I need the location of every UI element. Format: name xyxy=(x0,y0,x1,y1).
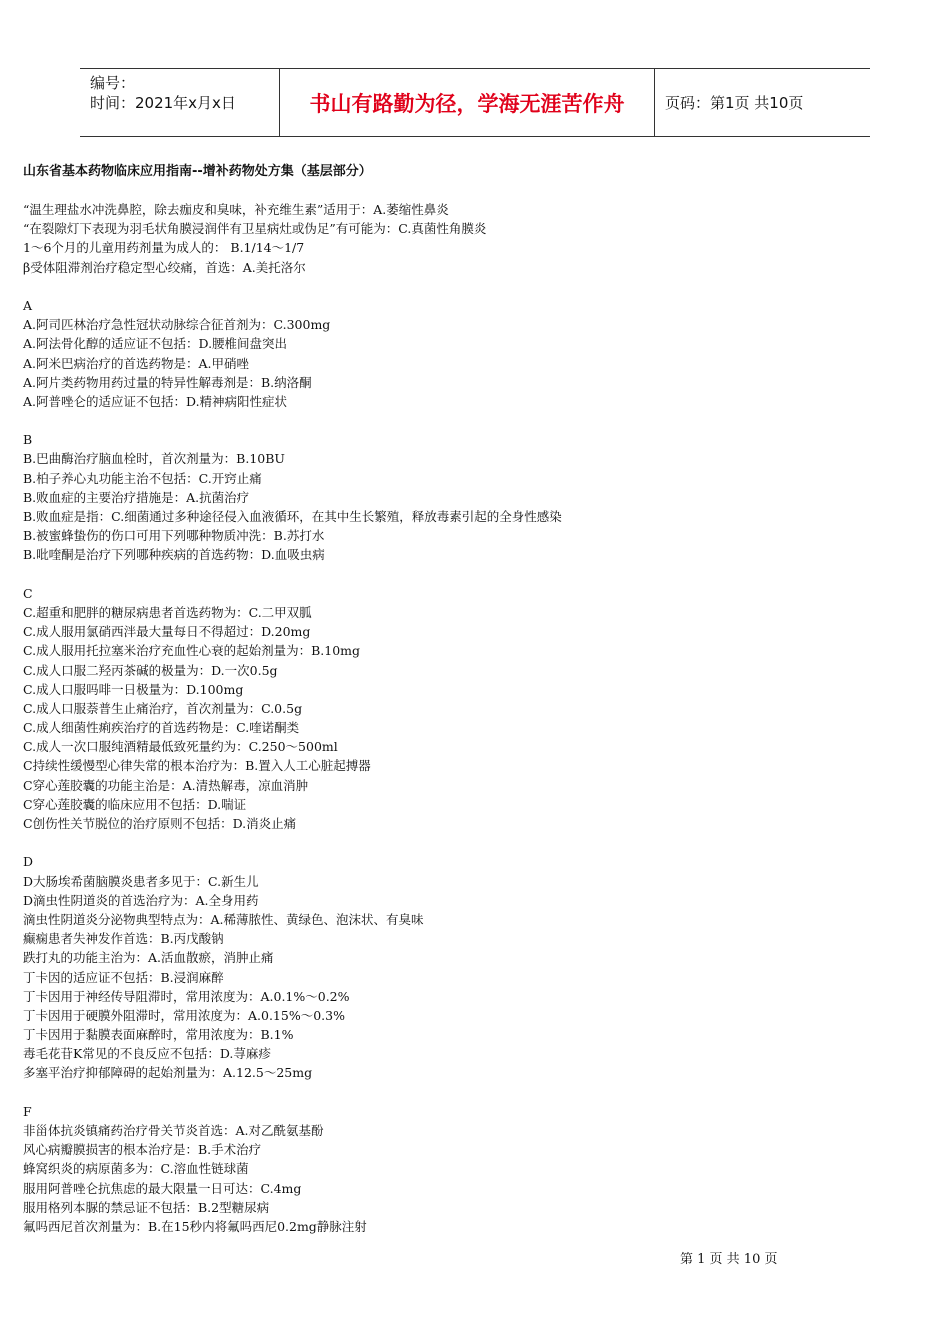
text-line: C穿心莲胶囊的功能主治是：A.清热解毒，凉血消肿 xyxy=(23,777,309,793)
text-line: B.败血症是指：C.细菌通过多种途径侵入血液循环，在其中生长繁殖，释放毒素引起的全身性感染 xyxy=(23,509,562,524)
text-line: B.败血症的主要治疗措施是：A.抗菌治疗 xyxy=(23,489,250,505)
text-line: C.成人口服吗啡一日极量为：D.100mg xyxy=(23,681,244,697)
text-line: A.阿片类药物用药过量的特异性解毒剂是：B.纳洛酮 xyxy=(23,374,312,390)
text-line: 1～6个月的儿童用药剂量为成人的： B.1/14～1/7 xyxy=(23,240,305,256)
text-line: 服用阿普唑仑抗焦虑的最大限量一日可达：C.4mg xyxy=(23,1180,302,1196)
text-line: C.成人一次口服纯酒精最低致死量约为：C.250～500ml xyxy=(23,739,338,755)
text-line: β受体阻滞剂治疗稳定型心绞痛，首选：A.美托洛尔 xyxy=(23,259,306,275)
text-line: C持续性缓慢型心律失常的根本治疗为：B.置入人工心脏起搏器 xyxy=(23,758,371,774)
text-line: 风心病瓣膜损害的根本治疗是：B.手术治疗 xyxy=(23,1142,262,1158)
text-line: A.阿米巴病治疗的首选药物是：A.甲硝唑 xyxy=(23,355,250,371)
text-line: C.成人细菌性痢疾治疗的首选药物是：C.喹诺酮类 xyxy=(23,720,300,736)
section-letter: D xyxy=(23,854,34,870)
text-line: “温生理盐水冲洗鼻腔，除去痂皮和臭味，补充维生素”适用于：A.萎缩性鼻炎 xyxy=(23,202,449,217)
text-line: C.成人服用托拉塞米治疗充血性心衰的起始剂量为：B.10mg xyxy=(23,643,361,659)
page-header xyxy=(80,68,870,137)
text-line: “在裂隙灯下表现为羽毛状角膜浸润伴有卫星病灶或伪足”有可能为：C.真菌性角膜炎 xyxy=(23,221,487,237)
text-line: C.成人口服萘普生止痛治疗，首次剂量为：C.0.5g xyxy=(23,700,303,716)
text-line: 毒毛花苷K常见的不良反应不包括：D.荨麻疹 xyxy=(23,1046,271,1062)
blank-line xyxy=(23,277,903,296)
text-line: B.被蜜蜂蛰伤的伤口可用下列哪种物质冲洗：B.苏打水 xyxy=(23,528,325,544)
text-line: 氟吗西尼首次剂量为：B.在15秒内将氟吗西尼0.2mg静脉注射 xyxy=(23,1218,367,1234)
header-page-info: 页码：第1页 共10页 xyxy=(665,94,804,112)
code-label: 编号： xyxy=(90,74,136,92)
section-letter: C xyxy=(23,585,33,601)
header-motto: 书山有路勤为径，学海无涯苦作舟 xyxy=(280,69,655,136)
text-line: 蜂窝织炎的病原菌多为：C.溶血性链球菌 xyxy=(23,1161,249,1177)
text-line: 多塞平治疗抑郁障碍的起始剂量为：A.12.5～25mg xyxy=(23,1065,313,1081)
text-line: 服用格列本脲的禁忌证不包括：B.2型糖尿病 xyxy=(23,1199,270,1215)
document-title: 山东省基本药物临床应用指南--增补药物处方集（基层部分） xyxy=(23,164,372,179)
text-line: B.吡喹酮是治疗下列哪种疾病的首选药物：D.血吸虫病 xyxy=(23,547,325,563)
blank-line xyxy=(23,565,903,584)
blank-line xyxy=(23,411,903,430)
text-line: 丁卡因用于黏膜表面麻醉时，常用浓度为：B.1% xyxy=(23,1027,294,1043)
text-line: 非甾体抗炎镇痛药治疗骨关节炎首选：A.对乙酰氨基酚 xyxy=(23,1123,324,1138)
text-line: 滴虫性阴道炎分泌物典型特点为：A.稀薄脓性、黄绿色、泡沫状、有臭味 xyxy=(23,911,424,927)
blank-line xyxy=(23,833,903,852)
section-letter: F xyxy=(23,1103,32,1119)
document-body xyxy=(23,200,903,1236)
header-meta xyxy=(80,69,280,136)
text-line: A.阿普唑仑的适应证不包括：D.精神病阳性症状 xyxy=(23,393,288,409)
text-line: D大肠埃希菌脑膜炎患者多见于：C.新生儿 xyxy=(23,873,259,889)
text-line: A.阿法骨化醇的适应证不包括：D.腰椎间盘突出 xyxy=(23,336,288,352)
page-footer: 第 1 页 共 10 页 xyxy=(680,1252,778,1267)
text-line: 丁卡因用于硬膜外阻滞时，常用浓度为：A.0.15%～0.3% xyxy=(23,1007,345,1023)
text-line: C创伤性关节脱位的治疗原则不包括：D.消炎止痛 xyxy=(23,816,297,831)
text-line: B.柏子养心丸功能主治不包括：C.开窍止痛 xyxy=(23,470,262,486)
text-line: C.成人服用氯硝西泮最大量每日不得超过：D.20mg xyxy=(23,624,311,640)
date-label: 时间：2021年x月x日 xyxy=(90,94,236,112)
text-line: A.阿司匹林治疗急性冠状动脉综合征首剂为：C.300mg xyxy=(23,317,331,333)
section-letter: A xyxy=(23,297,33,313)
text-line: D滴虫性阴道炎的首选治疗为：A.全身用药 xyxy=(23,892,259,908)
text-line: B.巴曲酶治疗脑血栓时，首次剂量为：B.10BU xyxy=(23,451,285,467)
text-line: C穿心莲胶囊的临床应用不包括：D.喘证 xyxy=(23,796,247,812)
text-line: 丁卡因用于神经传导阻滞时，常用浓度为：A.0.1%～0.2% xyxy=(23,988,350,1004)
text-line: 跌打丸的功能主治为：A.活血散瘀，消肿止痛 xyxy=(23,950,274,966)
blank-line xyxy=(23,1083,903,1102)
text-line: C.成人口服二羟丙茶碱的极量为：D.一次0.5g xyxy=(23,662,278,678)
text-line: 丁卡因的适应证不包括：B.浸润麻醉 xyxy=(23,969,224,985)
text-line: 癫痫患者失神发作首选：B.丙戊酸钠 xyxy=(23,931,224,947)
text-line: C.超重和肥胖的糖尿病患者首选药物为：C.二甲双胍 xyxy=(23,604,312,620)
section-letter: B xyxy=(23,432,33,448)
